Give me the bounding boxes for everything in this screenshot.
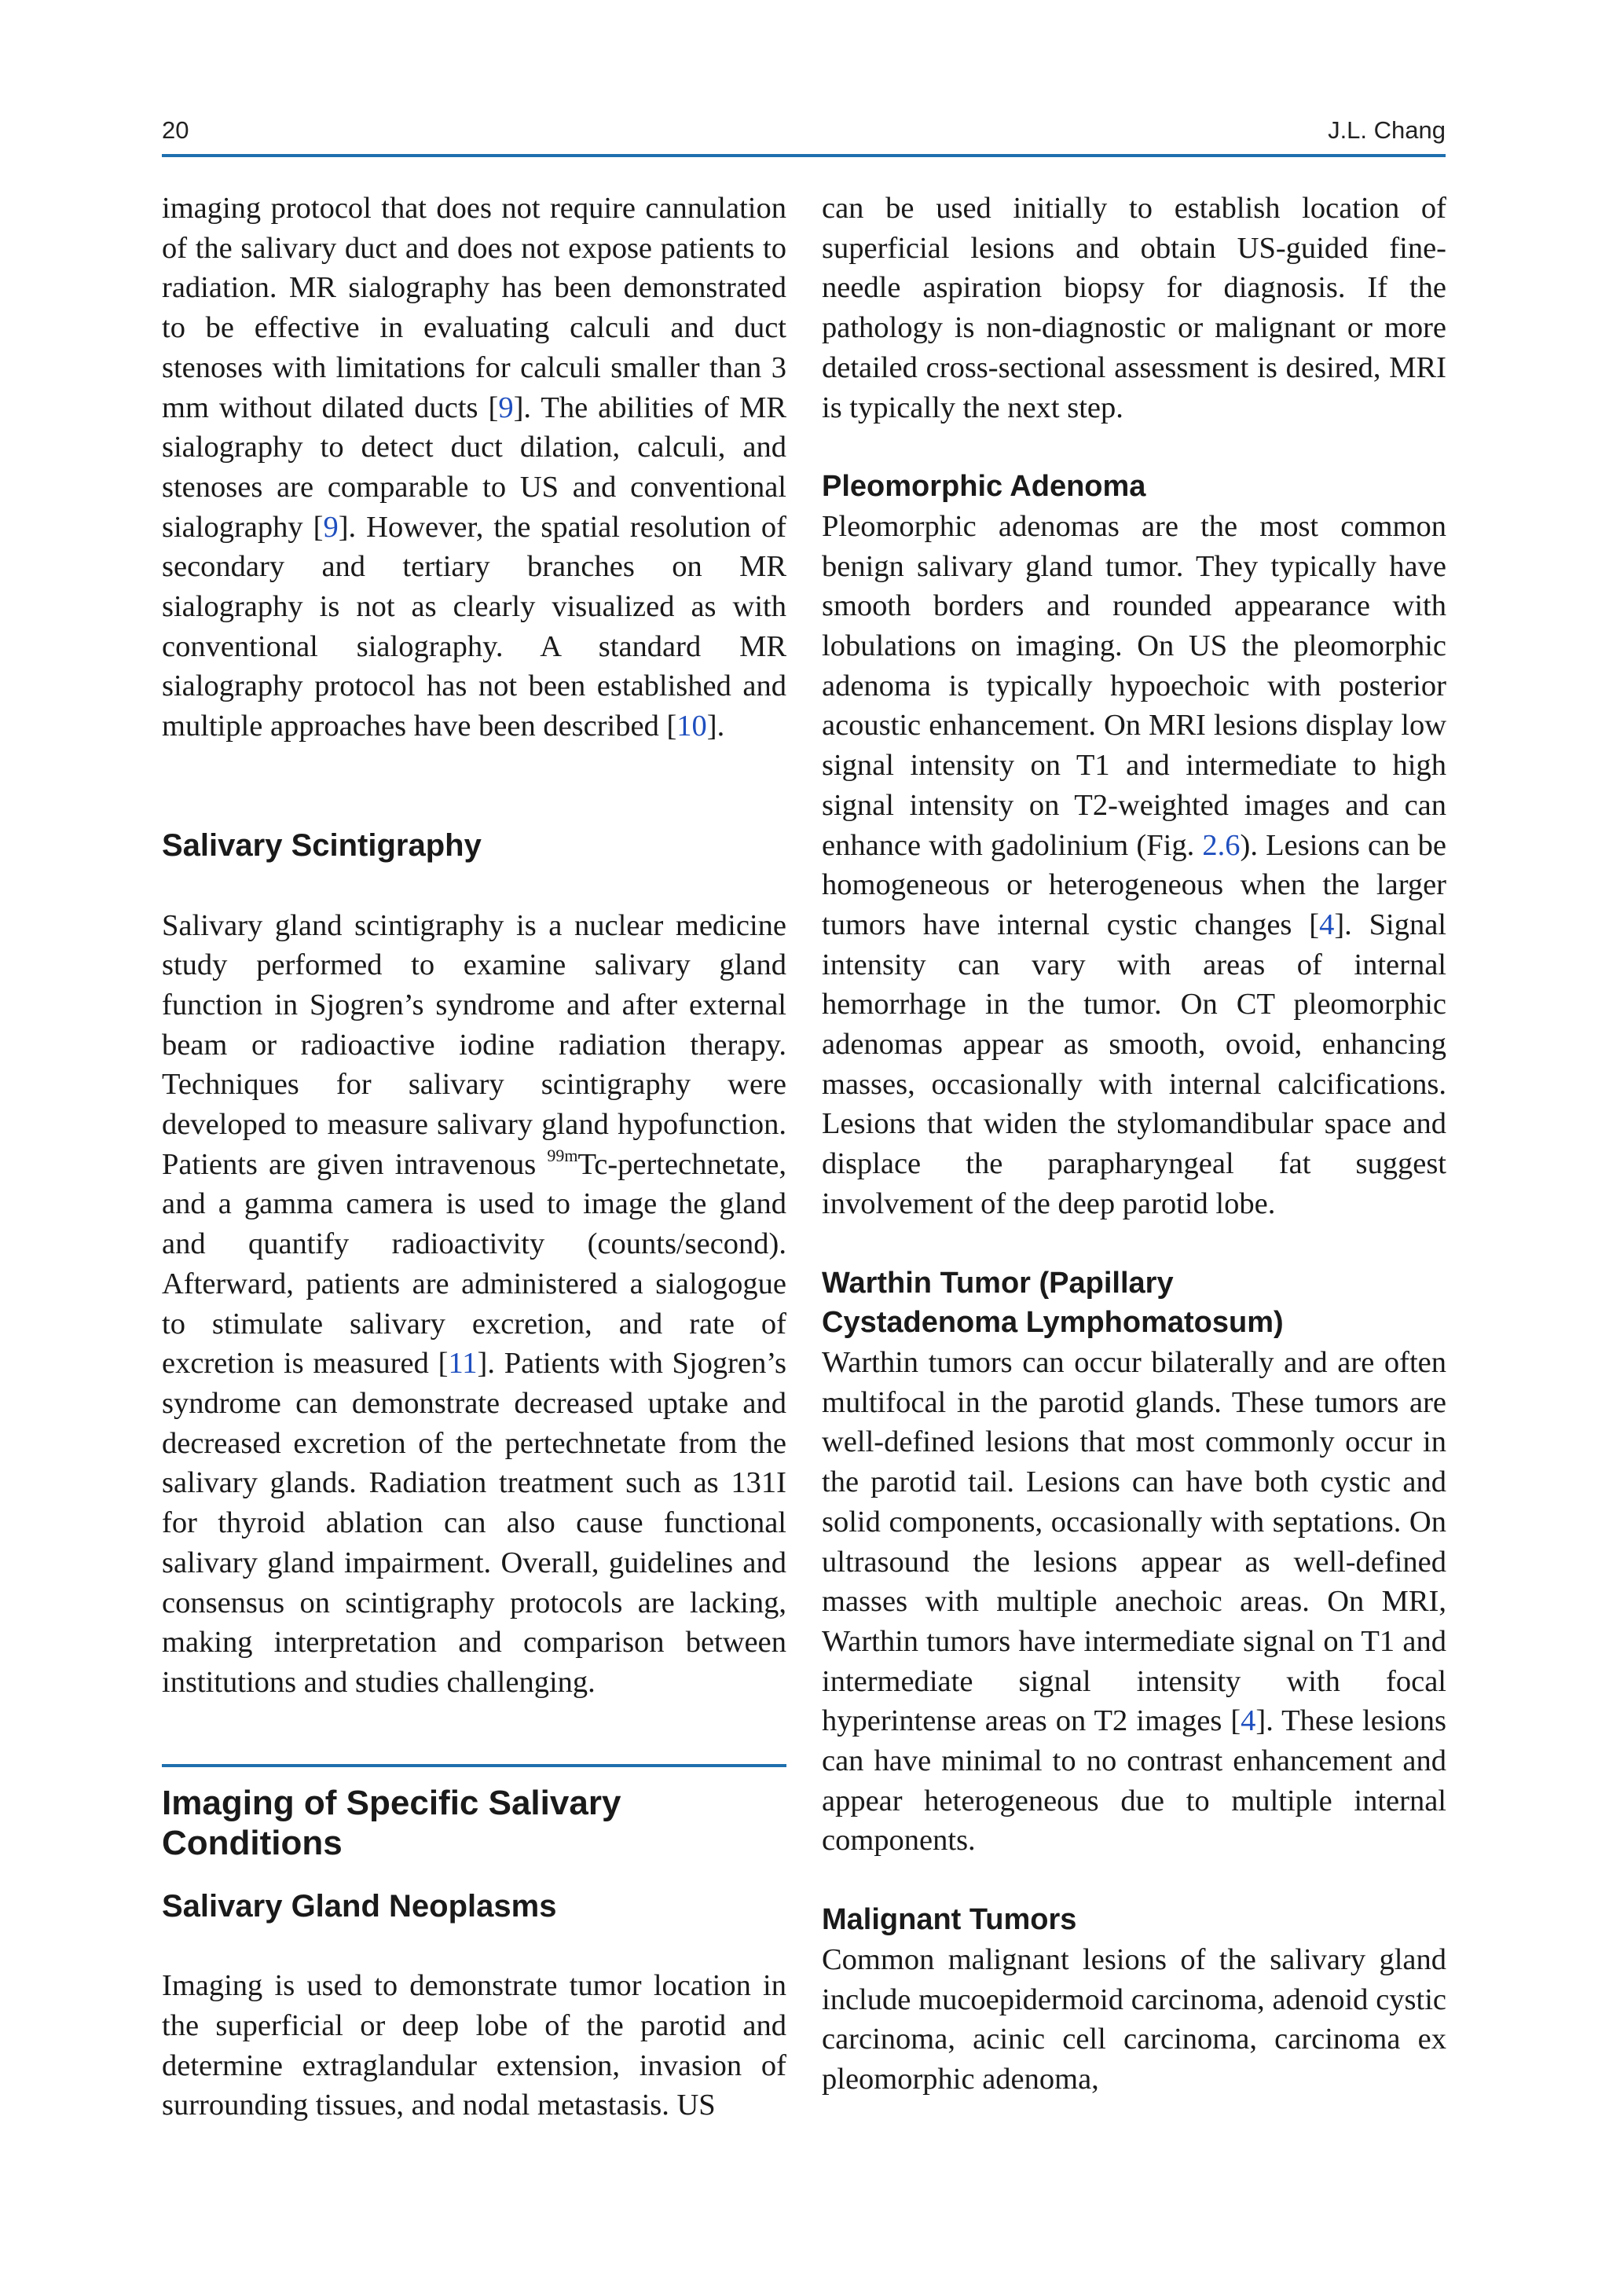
subheading-pleomorphic-adenoma: Pleomorphic Adenoma — [822, 470, 1146, 504]
citation-link[interactable]: 11 — [448, 1347, 478, 1381]
paragraph-malignant-tumors: Common malignant lesions of the salivary gland include mucoepidermoid carcinoma, adenoid cystic carcinoma, acinic cell carcinoma, carcinoma ex pleomorphic adenoma, — [822, 1942, 1446, 2096]
paragraph-warthin-tumor: Warthin tumors can occur bilaterally and are often multifocal in the parotid glands. These tumors are well-defined lesions that most commonly occur in the parotid tail. Lesions can have both cystic and solid components, occasionally with septations. On ultrasound the lesions appear as well-defined masses with multiple anechoic areas. On MRI, Warthin tumors have intermediate signal on T1 and intermediate signal intensity with focal hyperintense areas on T2 images [4]. These lesions can have minimal to no contrast enhancement and appear heterogeneous due to multiple internal components. — [822, 1345, 1446, 1858]
section-heading-specific-conditions: Imaging of Specific Salivary Conditions — [162, 1783, 621, 1862]
section-heading-salivary-scintigraphy: Salivary Scintigraphy — [162, 827, 482, 863]
left-column — [162, 189, 786, 2125]
citation-link[interactable]: 4 — [1241, 1704, 1256, 1738]
subheading-malignant-tumors: Malignant Tumors — [822, 1903, 1077, 1937]
page-number: 20 — [162, 116, 189, 144]
paragraph-mr-sialography: imaging protocol that does not require cannulation of the salivary duct and does not expose patients to radiation. MR sialography has been demonstrated to be effective in evaluating calculi and duct stenoses with limitations for calculi smaller than 3 mm without dilated ducts [9]. The abilities of MR sialography to detect duct dilation, calculi, and stenoses are comparable to US and conventional sialography [9]. However, the spatial resolution of secondary and tertiary branches on MR sialography is not as clearly visualized as with conventional sialography. A standard MR sialography protocol has not been established and multiple approaches have been described [10]. — [162, 192, 787, 743]
citation-link[interactable]: 9 — [323, 510, 339, 544]
paragraph-pleomorphic-adenoma: Pleomorphic adenomas are the most common benign salivary gland tumor. They typically have smooth borders and rounded appearance with lobulations on imaging. On US the pleomorphic adenoma is typically hypoechoic with posterior acoustic enhancement. On MRI lesions display low signal intensity on T1 and intermediate to high signal intensity on T2-weighted images and can enhance with gadolinium (Fig. 2.6). Lesions can be homogeneous or heterogeneous when the larger tumors have internal cystic changes [4]. Signal intensity can vary with areas of internal hemorrhage in the tumor. On CT pleomorphic adenomas appear as smooth, ovoid, enhancing masses, occasionally with internal calcifications. Lesions that widen the stylomandibular space and displace the parapharyngeal fat suggest involvement of the deep parotid lobe. — [822, 509, 1446, 1220]
isotope-superscript: 99m — [547, 1145, 578, 1165]
section-heading-neoplasms: Salivary Gland Neoplasms — [162, 1888, 557, 1924]
figure-link[interactable]: 2.6 — [1202, 828, 1241, 862]
citation-link[interactable]: 9 — [498, 391, 514, 424]
right-column — [822, 189, 1446, 2100]
citation-link[interactable]: 10 — [676, 710, 707, 743]
paragraph-us-continuation: can be used initially to establish location of superficial lesions and obtain US-guided fine-needle aspiration biopsy for diagnosis. If the pathology is non-diagnostic or malignant or more detailed cross-sectional assessment is desired, MRI is typically the next step. — [822, 192, 1446, 424]
paragraph-neoplasm-imaging: Imaging is used to demonstrate tumor location in the superficial or deep lobe of the parotid and determine extraglandular extension, invasion of surrounding tissues, and nodal metastasis. US — [162, 1969, 786, 2122]
subheading-warthin-tumor: Warthin Tumor (Papillary Cystadenoma Lymphomatosum) — [822, 1266, 1284, 1340]
paragraph-scintigraphy: Salivary gland scintigraphy is a nuclear medicine study performed to examine salivary gland function in Sjogren’s syndrome and after external beam or radioactive iodine radiation therapy. Techniques for salivary scintigraphy were developed to measure salivary gland hypofunction. Patients are given intravenous $^{99m}$Tc-pertechnetate, and a gamma camera is used to image the gland and quantify radioactivity (counts/second). Afterward, patients are administered a sialogogue to stimulate salivary excretion, and rate of excretion is measured [11]. Patients with Sjogren’s syndrome can demonstrate decreased uptake and decreased excretion of the pertechnetate from the salivary glands. Radiation treatment such as 131I for thyroid ablation can also cause functional salivary gland impairment. Overall, guidelines and consensus on scintigraphy protocols are lacking, making interpretation and comparison between institutions and studies challenging. — [162, 908, 787, 1699]
page-header — [162, 110, 1446, 157]
running-head-author: J.L. Chang — [1328, 116, 1446, 144]
citation-link[interactable]: 4 — [1319, 908, 1335, 941]
